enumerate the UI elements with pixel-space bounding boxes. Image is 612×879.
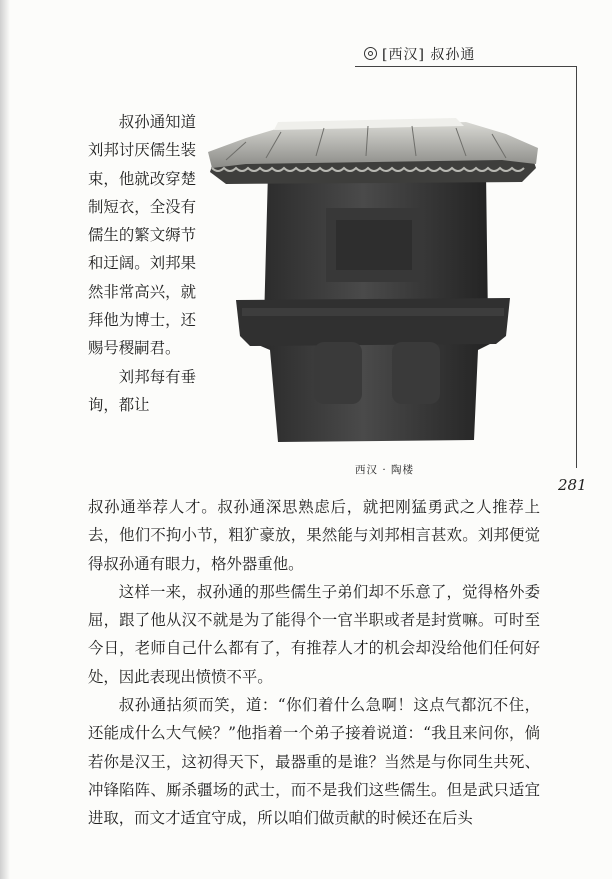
bullseye-icon (364, 47, 377, 60)
body-paragraph-2: 这样一来，叔孙通的那些儒生子弟们却不乐意了，觉得格外委屈，跟了他从汉不就是为了能得个一官半职或者是封赏嘛。可时至今日，老师自己什么都有了，有推荐人才的机会却没给他们任何好处，因此表现出愤愤不平。 (88, 582, 540, 686)
side-column (88, 108, 196, 419)
header-title: [西汉] 叔孙通 (382, 47, 476, 63)
column-paragraph-2: 刘邦每有垂询，都让 (88, 367, 196, 414)
running-header (364, 44, 475, 64)
page-number: 281 (558, 476, 587, 494)
body-paragraph-3: 叔孙通拈须而笑，道：“你们着什么急啊！这点气都沉不住，还能成什么大气候？”他指着一个弟子接着说道：“我且来问你，倘若你是汉王，这初得天下，最器重的是谁？当然是与你同生共死、冲锋陷阵、厮杀疆场的武士，而不是我们这些儒生。但是武只适宜进取，而文才适宜守成，所以咱们做贡献的时候还在后头 (88, 696, 540, 828)
page-edge-shadow (0, 0, 10, 879)
figure-caption: 西汉 · 陶楼 (355, 464, 415, 476)
margin-rule (576, 66, 577, 468)
pottery-tower-photo (206, 112, 540, 450)
body-paragraph-1: 叔孙通举荐人才。叔孙通深思熟虑后，就把刚猛勇武之人推荐上去，他们不拘小节，粗犷豪放，果然能与刘邦相言甚欢。刘邦便觉得叔孙通有眼力，格外器重他。 (88, 498, 540, 573)
main-text (88, 493, 540, 833)
header-rule (355, 66, 577, 67)
column-paragraph-1: 叔孙通知道刘邦讨厌儒生装束，他就改穿楚制短衣，全没有儒生的繁文缛节和迂阔。刘邦果然非常高兴，就拜他为博士，还赐号稷嗣君。 (88, 113, 196, 358)
